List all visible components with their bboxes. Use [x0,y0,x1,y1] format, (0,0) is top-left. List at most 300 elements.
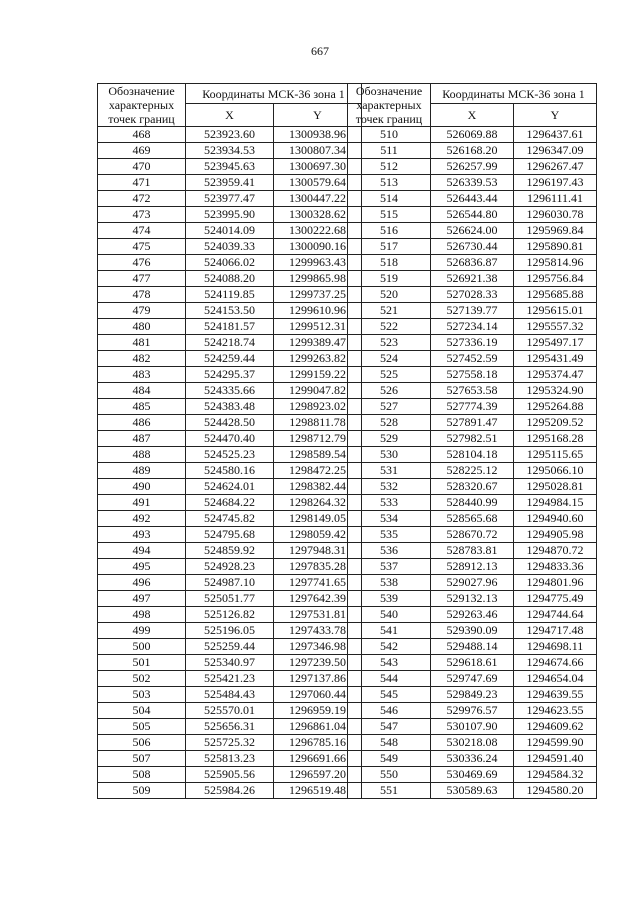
table-row [348,431,597,447]
x-coordinate-cell: 525905.56 [186,767,274,783]
table-body-right [348,127,597,799]
x-coordinate-cell: 524428.50 [186,415,274,431]
table-row [348,607,597,623]
y-coordinate-cell: 1300697.30 [274,159,362,175]
point-number-cell: 532 [348,479,431,495]
y-coordinate-cell: 1294717.48 [514,623,597,639]
x-coordinate-cell: 528440.99 [431,495,514,511]
x-coordinate-cell: 527452.59 [431,351,514,367]
table-row [348,367,597,383]
point-number-cell: 526 [348,383,431,399]
x-coordinate-cell: 524928.23 [186,559,274,575]
y-coordinate-cell: 1295374.47 [514,367,597,383]
table-row [98,255,362,271]
point-number-cell: 548 [348,735,431,751]
y-coordinate-cell: 1294584.32 [514,767,597,783]
table-row [348,143,597,159]
table-row [98,383,362,399]
y-coordinate-cell: 1299737.25 [274,287,362,303]
table-row [98,543,362,559]
point-number-cell: 471 [98,175,186,191]
table-row [98,207,362,223]
table-row [98,191,362,207]
y-coordinate-cell: 1296691.66 [274,751,362,767]
point-number-cell: 547 [348,719,431,735]
point-number-cell: 494 [98,543,186,559]
table-row [98,143,362,159]
y-coordinate-cell: 1294623.55 [514,703,597,719]
point-number-cell: 536 [348,543,431,559]
table-row [348,207,597,223]
y-coordinate-cell: 1297642.39 [274,591,362,607]
y-coordinate-cell: 1296111.41 [514,191,597,207]
point-number-cell: 474 [98,223,186,239]
x-coordinate-cell: 527774.39 [431,399,514,415]
x-coordinate-cell: 529390.09 [431,623,514,639]
point-number-cell: 535 [348,527,431,543]
x-coordinate-cell: 525984.26 [186,783,274,799]
x-coordinate-cell: 525813.23 [186,751,274,767]
page-number: 667 [311,44,329,58]
table-row [98,735,362,751]
y-coordinate-cell: 1296030.78 [514,207,597,223]
y-coordinate-cell: 1295814.96 [514,255,597,271]
table-row [98,351,362,367]
table-row [98,415,362,431]
table-row [98,159,362,175]
y-coordinate-cell: 1300447.22 [274,191,362,207]
x-coordinate-cell: 524525.23 [186,447,274,463]
table-row [348,559,597,575]
x-coordinate-cell: 527982.51 [431,431,514,447]
y-coordinate-cell: 1294654.04 [514,671,597,687]
x-coordinate-cell: 526544.80 [431,207,514,223]
y-coordinate-cell: 1299263.82 [274,351,362,367]
point-number-cell: 486 [98,415,186,431]
x-coordinate-cell: 526257.99 [431,159,514,175]
y-coordinate-cell: 1300579.64 [274,175,362,191]
table-row [98,639,362,655]
y-coordinate-cell: 1298589.54 [274,447,362,463]
point-number-cell: 513 [348,175,431,191]
coordinates-table-left [97,83,362,799]
table-row [348,671,597,687]
y-coordinate-cell: 1295969.84 [514,223,597,239]
x-coordinate-cell: 524335.66 [186,383,274,399]
point-number-cell: 484 [98,383,186,399]
y-coordinate-cell: 1295497.17 [514,335,597,351]
y-coordinate-cell: 1297239.50 [274,655,362,671]
table-row [98,303,362,319]
y-coordinate-cell: 1299512.31 [274,319,362,335]
x-coordinate-cell: 530469.69 [431,767,514,783]
y-coordinate-cell: 1294698.11 [514,639,597,655]
x-coordinate-cell: 527336.19 [431,335,514,351]
table-row [348,223,597,239]
point-number-cell: 478 [98,287,186,303]
table-row [348,191,597,207]
x-coordinate-cell: 527028.33 [431,287,514,303]
x-coordinate-cell: 527653.58 [431,383,514,399]
point-number-cell: 551 [348,783,431,799]
y-coordinate-cell: 1294905.98 [514,527,597,543]
coordinates-table-right [347,83,597,799]
x-coordinate-cell: 524295.37 [186,367,274,383]
table-row [348,383,597,399]
x-coordinate-cell: 530336.24 [431,751,514,767]
y-coordinate-cell: 1297835.28 [274,559,362,575]
table-row [98,287,362,303]
header-point-label: Обозначение характерных точек границ [348,84,431,127]
y-coordinate-cell: 1295066.10 [514,463,597,479]
x-coordinate-cell: 528783.81 [431,543,514,559]
point-number-cell: 475 [98,239,186,255]
x-coordinate-cell: 527891.47 [431,415,514,431]
y-coordinate-cell: 1298264.32 [274,495,362,511]
point-number-cell: 517 [348,239,431,255]
y-coordinate-cell: 1296519.48 [274,783,362,799]
x-coordinate-cell: 527558.18 [431,367,514,383]
x-coordinate-cell: 526730.44 [431,239,514,255]
point-number-cell: 497 [98,591,186,607]
point-number-cell: 470 [98,159,186,175]
point-number-cell: 520 [348,287,431,303]
y-coordinate-cell: 1299865.98 [274,271,362,287]
x-coordinate-cell: 528320.67 [431,479,514,495]
y-coordinate-cell: 1295890.81 [514,239,597,255]
y-coordinate-cell: 1300807.34 [274,143,362,159]
table-row [348,639,597,655]
point-number-cell: 549 [348,751,431,767]
table-row [348,303,597,319]
table-row [98,271,362,287]
x-coordinate-cell: 530218.08 [431,735,514,751]
x-coordinate-cell: 524088.20 [186,271,274,287]
table-row [98,399,362,415]
x-coordinate-cell: 525051.77 [186,591,274,607]
header-coordinates-label: Координаты МСК-36 зона 1 [186,84,362,104]
x-coordinate-cell: 523934.53 [186,143,274,159]
point-number-cell: 514 [348,191,431,207]
x-coordinate-cell: 529132.13 [431,591,514,607]
point-number-cell: 496 [98,575,186,591]
x-coordinate-cell: 528104.18 [431,447,514,463]
table-row [98,175,362,191]
point-number-cell: 507 [98,751,186,767]
table-row [348,127,597,143]
point-number-cell: 542 [348,639,431,655]
x-coordinate-cell: 524153.50 [186,303,274,319]
x-coordinate-cell: 529027.96 [431,575,514,591]
table-row [98,319,362,335]
y-coordinate-cell: 1300328.62 [274,207,362,223]
y-coordinate-cell: 1298149.05 [274,511,362,527]
y-coordinate-cell: 1294639.55 [514,687,597,703]
point-number-cell: 468 [98,127,186,143]
y-coordinate-cell: 1298923.02 [274,399,362,415]
point-number-cell: 503 [98,687,186,703]
y-coordinate-cell: 1295431.49 [514,351,597,367]
table-row [98,511,362,527]
point-number-cell: 518 [348,255,431,271]
x-coordinate-cell: 524859.92 [186,543,274,559]
point-number-cell: 489 [98,463,186,479]
x-coordinate-cell: 527139.77 [431,303,514,319]
x-coordinate-cell: 524580.16 [186,463,274,479]
table-row [348,783,597,799]
point-number-cell: 540 [348,607,431,623]
x-coordinate-cell: 524039.33 [186,239,274,255]
y-coordinate-cell: 1297741.65 [274,575,362,591]
table-header-row [348,84,597,104]
x-coordinate-cell: 526339.53 [431,175,514,191]
y-coordinate-cell: 1294674.66 [514,655,597,671]
table-row [98,767,362,783]
point-number-cell: 524 [348,351,431,367]
point-number-cell: 525 [348,367,431,383]
y-coordinate-cell: 1299963.43 [274,255,362,271]
y-coordinate-cell: 1294801.96 [514,575,597,591]
table-row [98,655,362,671]
x-coordinate-cell: 524987.10 [186,575,274,591]
table-row [98,559,362,575]
y-coordinate-cell: 1294940.60 [514,511,597,527]
x-coordinate-cell: 523977.47 [186,191,274,207]
table-row [98,127,362,143]
table-row [348,415,597,431]
table-row [98,431,362,447]
y-coordinate-cell: 1296437.61 [514,127,597,143]
x-coordinate-cell: 524014.09 [186,223,274,239]
table-header-row [98,84,362,104]
table-row [348,239,597,255]
y-coordinate-cell: 1295756.84 [514,271,597,287]
point-number-cell: 492 [98,511,186,527]
x-coordinate-cell: 526168.20 [431,143,514,159]
y-coordinate-cell: 1295557.32 [514,319,597,335]
table-row [348,735,597,751]
y-coordinate-cell: 1297948.31 [274,543,362,559]
y-coordinate-cell: 1295028.81 [514,479,597,495]
header-y-label: Y [274,104,362,127]
x-coordinate-cell: 526624.00 [431,223,514,239]
x-coordinate-cell: 524066.02 [186,255,274,271]
y-coordinate-cell: 1299389.47 [274,335,362,351]
point-number-cell: 516 [348,223,431,239]
point-number-cell: 498 [98,607,186,623]
table-row [348,511,597,527]
y-coordinate-cell: 1294775.49 [514,591,597,607]
table-row [348,175,597,191]
x-coordinate-cell: 528225.12 [431,463,514,479]
y-coordinate-cell: 1295115.65 [514,447,597,463]
header-x-label: X [431,104,514,127]
table-row [98,607,362,623]
y-coordinate-cell: 1297531.81 [274,607,362,623]
point-number-cell: 485 [98,399,186,415]
point-number-cell: 546 [348,703,431,719]
x-coordinate-cell: 525421.23 [186,671,274,687]
x-coordinate-cell: 529849.23 [431,687,514,703]
point-number-cell: 521 [348,303,431,319]
point-number-cell: 533 [348,495,431,511]
point-number-cell: 545 [348,687,431,703]
y-coordinate-cell: 1294744.64 [514,607,597,623]
point-number-cell: 479 [98,303,186,319]
y-coordinate-cell: 1297060.44 [274,687,362,703]
point-number-cell: 504 [98,703,186,719]
table-row [348,703,597,719]
table-row [348,351,597,367]
x-coordinate-cell: 523945.63 [186,159,274,175]
table-row [98,239,362,255]
x-coordinate-cell: 523995.90 [186,207,274,223]
table-row [98,783,362,799]
x-coordinate-cell: 524218.74 [186,335,274,351]
point-number-cell: 477 [98,271,186,287]
y-coordinate-cell: 1294591.40 [514,751,597,767]
y-coordinate-cell: 1296785.16 [274,735,362,751]
table-row [348,447,597,463]
table-row [98,335,362,351]
x-coordinate-cell: 523959.41 [186,175,274,191]
header-point-label: Обозначение характерных точек границ [98,84,186,127]
x-coordinate-cell: 524119.85 [186,287,274,303]
point-number-cell: 531 [348,463,431,479]
table-row [348,687,597,703]
x-coordinate-cell: 525570.01 [186,703,274,719]
point-number-cell: 487 [98,431,186,447]
x-coordinate-cell: 530589.63 [431,783,514,799]
x-coordinate-cell: 525656.31 [186,719,274,735]
y-coordinate-cell: 1297137.86 [274,671,362,687]
point-number-cell: 512 [348,159,431,175]
table-row [348,767,597,783]
y-coordinate-cell: 1298712.79 [274,431,362,447]
point-number-cell: 537 [348,559,431,575]
point-number-cell: 473 [98,207,186,223]
point-number-cell: 493 [98,527,186,543]
point-number-cell: 502 [98,671,186,687]
header-y-label: Y [514,104,597,127]
y-coordinate-cell: 1294580.20 [514,783,597,799]
point-number-cell: 510 [348,127,431,143]
header-x-label: X [186,104,274,127]
point-number-cell: 469 [98,143,186,159]
x-coordinate-cell: 529618.61 [431,655,514,671]
table-row [348,159,597,175]
table-row [348,719,597,735]
point-number-cell: 534 [348,511,431,527]
x-coordinate-cell: 526443.44 [431,191,514,207]
point-number-cell: 491 [98,495,186,511]
table-row [348,623,597,639]
table-row [98,527,362,543]
table-row [348,575,597,591]
table-row [98,687,362,703]
y-coordinate-cell: 1298472.25 [274,463,362,479]
point-number-cell: 511 [348,143,431,159]
y-coordinate-cell: 1296347.09 [514,143,597,159]
x-coordinate-cell: 525484.43 [186,687,274,703]
x-coordinate-cell: 526921.38 [431,271,514,287]
point-number-cell: 530 [348,447,431,463]
point-number-cell: 495 [98,559,186,575]
y-coordinate-cell: 1297346.98 [274,639,362,655]
y-coordinate-cell: 1294609.62 [514,719,597,735]
y-coordinate-cell: 1295324.90 [514,383,597,399]
table-row [348,495,597,511]
point-number-cell: 519 [348,271,431,287]
x-coordinate-cell: 525725.32 [186,735,274,751]
table-row [348,463,597,479]
point-number-cell: 472 [98,191,186,207]
table-row [98,671,362,687]
table-row [348,543,597,559]
y-coordinate-cell: 1299610.96 [274,303,362,319]
table-row [98,591,362,607]
header-coordinates-label: Координаты МСК-36 зона 1 [431,84,597,104]
y-coordinate-cell: 1294870.72 [514,543,597,559]
y-coordinate-cell: 1297433.78 [274,623,362,639]
x-coordinate-cell: 528565.68 [431,511,514,527]
table-row [98,703,362,719]
table-row [348,255,597,271]
x-coordinate-cell: 524684.22 [186,495,274,511]
table-row [348,335,597,351]
x-coordinate-cell: 526836.87 [431,255,514,271]
x-coordinate-cell: 528670.72 [431,527,514,543]
point-number-cell: 480 [98,319,186,335]
point-number-cell: 506 [98,735,186,751]
y-coordinate-cell: 1294833.36 [514,559,597,575]
y-coordinate-cell: 1298811.78 [274,415,362,431]
y-coordinate-cell: 1298059.42 [274,527,362,543]
table-row [98,367,362,383]
y-coordinate-cell: 1294599.90 [514,735,597,751]
point-number-cell: 476 [98,255,186,271]
table-row [98,623,362,639]
table-row [98,575,362,591]
y-coordinate-cell: 1295209.52 [514,415,597,431]
point-number-cell: 528 [348,415,431,431]
y-coordinate-cell: 1299047.82 [274,383,362,399]
x-coordinate-cell: 524383.48 [186,399,274,415]
point-number-cell: 509 [98,783,186,799]
table-row [98,447,362,463]
point-number-cell: 483 [98,367,186,383]
y-coordinate-cell: 1296197.43 [514,175,597,191]
point-number-cell: 490 [98,479,186,495]
x-coordinate-cell: 524624.01 [186,479,274,495]
point-number-cell: 500 [98,639,186,655]
table-body-left [98,127,362,799]
y-coordinate-cell: 1296597.20 [274,767,362,783]
y-coordinate-cell: 1295685.88 [514,287,597,303]
point-number-cell: 499 [98,623,186,639]
point-number-cell: 543 [348,655,431,671]
table-row [348,527,597,543]
point-number-cell: 529 [348,431,431,447]
point-number-cell: 482 [98,351,186,367]
x-coordinate-cell: 523923.60 [186,127,274,143]
table-row [348,319,597,335]
x-coordinate-cell: 524795.68 [186,527,274,543]
y-coordinate-cell: 1296959.19 [274,703,362,719]
point-number-cell: 541 [348,623,431,639]
table-row [348,287,597,303]
y-coordinate-cell: 1300938.96 [274,127,362,143]
